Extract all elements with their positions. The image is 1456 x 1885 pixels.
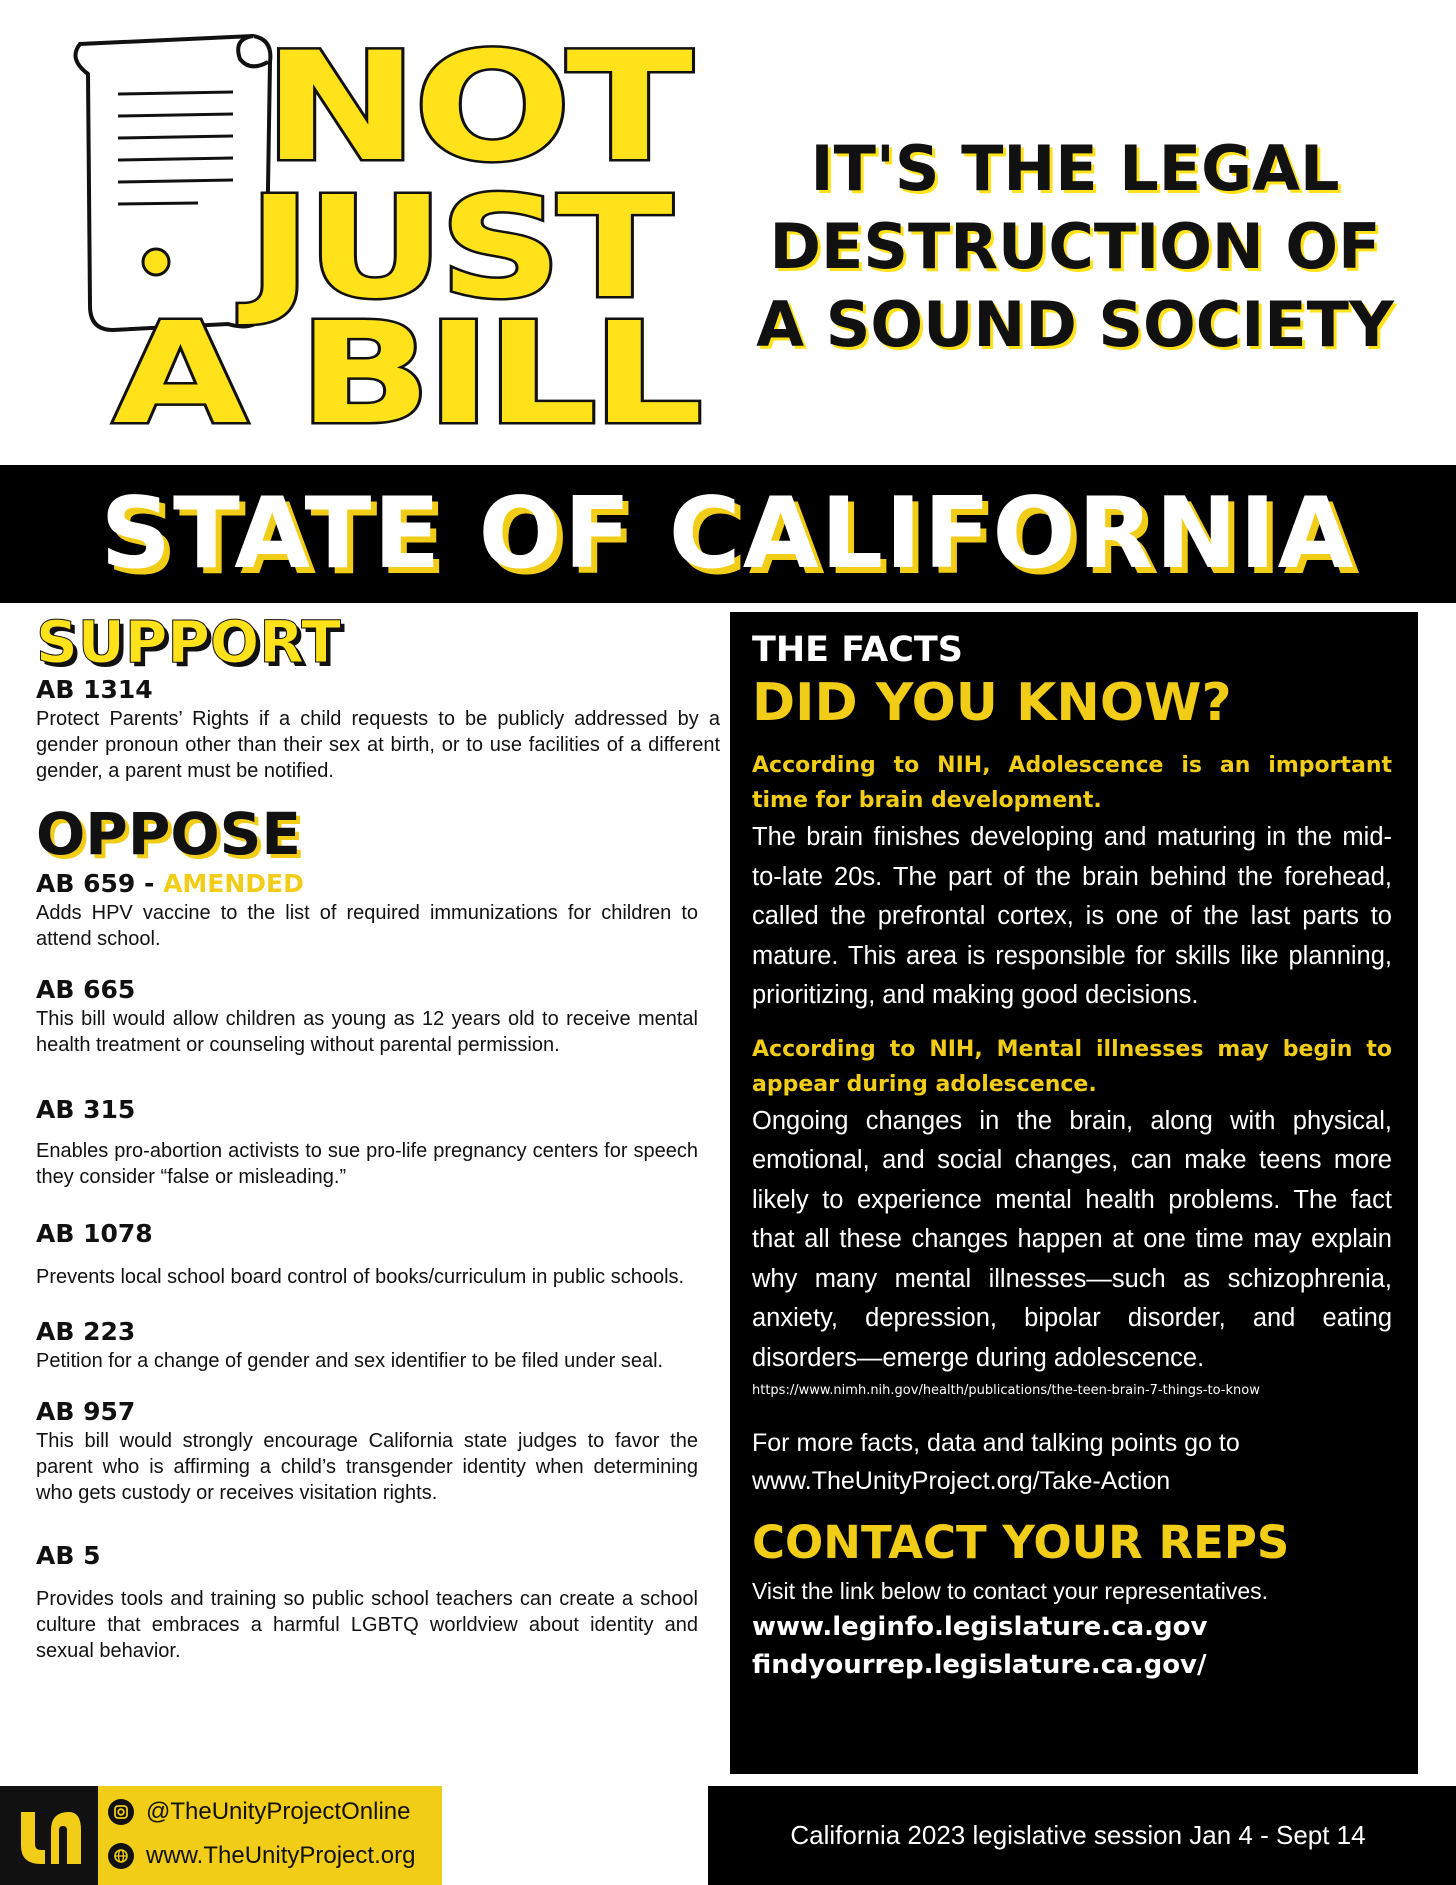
- instagram-icon: [108, 1799, 134, 1825]
- support-heading: SUPPORT: [36, 608, 341, 676]
- bill-description: Petition for a change of gender and sex identifier to be filed under seal.: [36, 1350, 664, 1372]
- bill-item: [36, 674, 720, 784]
- bill-item: [36, 1218, 720, 1290]
- bill-id: AB 223: [36, 1317, 136, 1346]
- bill-id: AB 957: [36, 1397, 136, 1426]
- source-link[interactable]: https://www.nimh.nih.gov/health/publications/the-teen-brain-7-things-to-know: [752, 1383, 1260, 1398]
- website-link[interactable]: www.TheUnityProject.org: [146, 1842, 416, 1869]
- fact-lead: According to NIH, Mental illnesses may begin to appear during adolescence.: [752, 1036, 1392, 1097]
- headline: [720, 130, 1430, 364]
- fact-body: The brain finishes developing and maturing in the mid-to-late 20s. The part of the brain behind the forehead, called the prefrontal cortex, is one of the last parts to mature. This area is responsible for skills like planning, prioritizing, and making good decisions.: [752, 823, 1392, 1009]
- bill-description: Prevents local school board control of books/curriculum in public schools.: [36, 1266, 685, 1288]
- bill-description: Enables pro-abortion activists to sue pro-life pregnancy centers for speech they consider “false or misleading.”: [36, 1140, 698, 1188]
- bill-id-row: [36, 868, 720, 900]
- bill-id: AB 1314: [36, 675, 153, 704]
- headline-line: IT'S THE LEGAL: [810, 132, 1340, 205]
- fact-lead: According to NIH, Adolescence is an important time for brain development.: [752, 753, 1392, 813]
- bill-id: AB 315: [36, 1095, 136, 1124]
- bill-description: Adds HPV vaccine to the list of required immunizations for children to attend school.: [36, 902, 698, 950]
- instagram-row[interactable]: [108, 1798, 410, 1826]
- bill-item: [36, 1396, 720, 1506]
- more-info-text: For more facts, data and talking points go to: [752, 1429, 1240, 1457]
- bill-id: AB 5: [36, 1541, 101, 1570]
- leginfo-link[interactable]: www.leginfo.legislature.ca.gov: [752, 1612, 1208, 1642]
- headline-line: A SOUND SOCIETY: [756, 288, 1394, 361]
- scroll-icon: [76, 36, 271, 330]
- unity-logo-icon: [11, 1798, 87, 1874]
- bill-description: This bill would allow children as young as 12 years old to receive mental health treatment or counseling without parental permission.: [36, 1008, 698, 1056]
- bill-description: Protect Parents’ Rights if a child requests to be publicly addressed by a gender pronoun other than their sex at birth, or to use facilities of a different gender, a parent must be notified.: [36, 708, 720, 782]
- bill-item: [36, 1540, 720, 1664]
- instagram-handle[interactable]: @TheUnityProjectOnline: [146, 1798, 411, 1825]
- bill-item: [36, 868, 720, 952]
- bill-description: Provides tools and training so public school teachers can create a school culture that embraces a harmful LGBTQ worldview about identity and sexual behavior.: [36, 1588, 698, 1662]
- contact-text: Visit the link below to contact your representatives.: [752, 1578, 1269, 1604]
- bills-column: [36, 610, 720, 1664]
- take-action-link[interactable]: www.TheUnityProject.org/Take-Action: [752, 1467, 1171, 1495]
- oppose-heading: OPPOSE: [36, 800, 302, 868]
- contact-heading: CONTACT YOUR REPS: [752, 1516, 1290, 1569]
- bill-item: [36, 1316, 720, 1374]
- facts-content: [752, 628, 1392, 1684]
- bill-item: [36, 1094, 720, 1190]
- bill-id: AB 659 -: [36, 869, 164, 898]
- amended-badge: AMENDED: [163, 869, 304, 898]
- state-title: STATE OF CALIFORNIA: [100, 477, 1356, 591]
- logo-word-not: NOT: [263, 21, 693, 195]
- bill-id: AB 1078: [36, 1219, 153, 1248]
- facts-label: THE FACTS: [752, 630, 964, 670]
- bill-id: AB 665: [36, 975, 136, 1004]
- logo-word-a-bill: A BILL: [113, 293, 699, 434]
- facts-title: DID YOU KNOW?: [752, 673, 1232, 733]
- logo-word-just: JUST: [238, 167, 673, 330]
- unity-project-logo: [0, 1786, 98, 1885]
- fact-body: Ongoing changes in the brain, along with physical, emotional, and social changes, can make teens more likely to experience mental health problems. The fact that all these changes happen at one time may explain why many mental illnesses—such as schizophrenia, anxiety, depression, bipolar disorder, and eating disorders—emerge during adolescence.: [752, 1106, 1392, 1372]
- session-dates: California 2023 legislative session Jan 4 - Sept 14: [790, 1820, 1366, 1850]
- bill-description: This bill would strongly encourage California state judges to favor the parent who is affirming a child’s transgender identity when determining who gets custody or receives visitation rights.: [36, 1430, 698, 1504]
- globe-icon: [108, 1843, 134, 1869]
- bill-item: [36, 974, 720, 1058]
- website-row[interactable]: [108, 1842, 415, 1870]
- findyourrep-link[interactable]: findyourrep.legislature.ca.gov/: [752, 1650, 1207, 1680]
- headline-line: DESTRUCTION OF: [769, 210, 1381, 283]
- not-just-a-bill-logo: [28, 14, 708, 434]
